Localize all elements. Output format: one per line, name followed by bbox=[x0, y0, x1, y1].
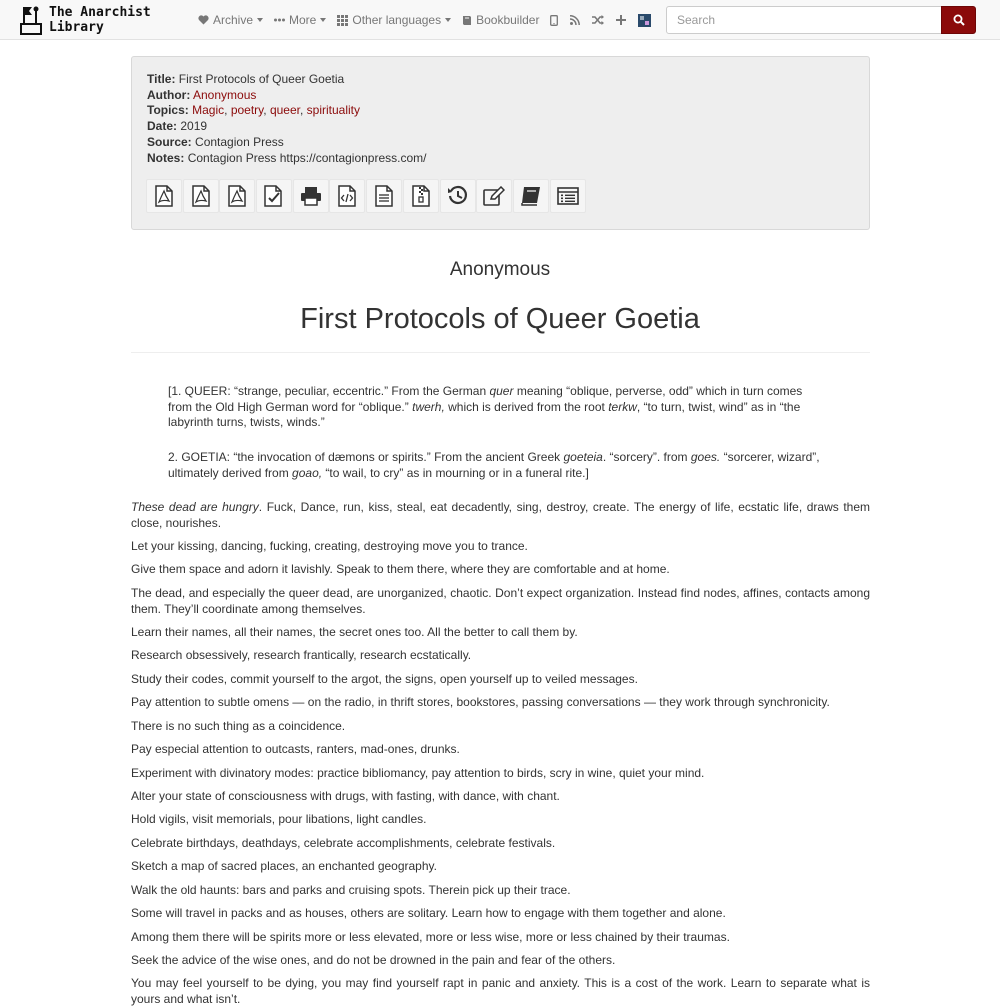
nav-bookbuilder[interactable] bbox=[462, 13, 539, 27]
text-metadata-panel bbox=[131, 56, 870, 230]
edit-button[interactable] bbox=[476, 179, 512, 213]
download-epub-button[interactable] bbox=[329, 179, 365, 213]
nav-add[interactable] bbox=[616, 15, 626, 25]
download-pdf-button[interactable] bbox=[146, 179, 182, 213]
chevron-down-icon bbox=[445, 18, 451, 22]
meta-source bbox=[147, 135, 854, 151]
heart-icon bbox=[198, 15, 209, 25]
table-of-contents-button[interactable] bbox=[550, 179, 586, 213]
zip-icon bbox=[412, 185, 430, 207]
nav-other-languages[interactable] bbox=[337, 13, 451, 27]
bookbuilder-icon bbox=[520, 186, 542, 206]
body-paragraph: The dead, and especially the queer dead, are unorganized, chaotic. Don’t expect organization. Instead find nodes, affines, contacts among them. They’ll coordinate among themselves. bbox=[131, 586, 870, 616]
body-paragraph: Learn their names, all their names, the secret ones too. All the better to call them by. bbox=[131, 625, 578, 639]
body-paragraph: Walk the old haunts: bars and parks and cruising spots. Therein pick up their trace. bbox=[131, 883, 571, 897]
download-pdf-imposed-button[interactable] bbox=[219, 179, 255, 213]
text-author-heading: Anonymous bbox=[449, 259, 551, 280]
body-paragraph: Among them there will be spirits more or less elevated, more or less wise, more or less chained by their traumas. bbox=[131, 930, 730, 944]
chevron-down-icon bbox=[320, 18, 326, 22]
download-booklet-button[interactable] bbox=[256, 179, 292, 213]
nav-more-label: More bbox=[289, 13, 317, 27]
logo-icon bbox=[18, 4, 44, 36]
nav-other-languages-label: Other languages bbox=[352, 13, 442, 27]
site-name-line1: The Anarchist bbox=[49, 5, 151, 20]
meta-notes-value: Contagion Press https://contagionpress.com/ bbox=[187, 150, 427, 165]
nav-bookbuilder-label: Bookbuilder bbox=[476, 13, 540, 27]
search-input[interactable] bbox=[666, 6, 942, 34]
meta-notes-label: Notes: bbox=[147, 150, 185, 165]
meta-notes bbox=[147, 151, 854, 167]
ellipsis-icon bbox=[274, 18, 285, 22]
meta-topics-label: Topics: bbox=[147, 103, 189, 118]
shuffle-icon bbox=[592, 15, 604, 25]
meta-title-label: Title: bbox=[147, 72, 176, 86]
body-paragraph: Study their codes, commit yourself to the argot, the signs, open yourself up to veiled messages. bbox=[131, 672, 638, 686]
meta-date bbox=[147, 119, 854, 135]
body-paragraph: Pay attention to subtle omens — on the radio, in thrift stores, bookstores, passing conversations — they work through synchronicity. bbox=[131, 695, 830, 709]
site-name bbox=[49, 5, 151, 35]
nav-extra[interactable] bbox=[638, 14, 651, 27]
print-button[interactable] bbox=[293, 179, 329, 213]
history-button[interactable] bbox=[440, 179, 476, 213]
body-paragraph: There is no such thing as a coincidence. bbox=[131, 719, 346, 733]
meta-topics: Topics: Magic, poetry, queer, spirituality bbox=[147, 103, 361, 118]
navbar bbox=[0, 0, 1000, 40]
body-paragraph: Some will travel in packs and as houses, others are solitary. Learn how to engage with them together and alone. bbox=[131, 906, 726, 920]
chevron-down-icon bbox=[257, 18, 263, 22]
nav-more[interactable] bbox=[274, 13, 326, 27]
meta-date-value: 2019 bbox=[180, 119, 208, 134]
nav-archive-label: Archive bbox=[213, 13, 254, 27]
meta-title bbox=[147, 72, 854, 88]
rss-icon bbox=[570, 15, 580, 25]
meta-author bbox=[147, 88, 854, 104]
book-icon bbox=[462, 15, 472, 26]
epigraph-queer: [1. QUEER: “strange, peculiar, eccentric.” From the German quer meaning “oblique, perverse, odd” which in turn comes from the Old High German word for “oblique.” twerh, which is derived from the root terkw, “to turn, twist, wind” as in “the labyrinth turns, twists, winds.” bbox=[168, 384, 803, 430]
tablet-icon bbox=[550, 15, 558, 26]
divider bbox=[131, 352, 870, 353]
text-title-heading: First Protocols of Queer Goetia bbox=[300, 303, 700, 335]
body-paragraph: Let your kissing, dancing, fucking, creating, destroying move you to trance. bbox=[131, 539, 528, 553]
nav-random[interactable] bbox=[592, 15, 604, 25]
image-icon bbox=[638, 14, 651, 27]
add-to-bookbuilder-button[interactable] bbox=[513, 179, 549, 213]
download-toolbar bbox=[146, 179, 586, 213]
meta-source-value: Contagion Press bbox=[195, 134, 284, 149]
list-icon bbox=[557, 187, 579, 205]
topic-link-magic[interactable]: Magic bbox=[192, 103, 225, 118]
meta-date-label: Date: bbox=[147, 119, 178, 134]
body-paragraph: Experiment with divinatory modes: practice bibliomancy, pay attention to birds, scry in wine, quiet your mind. bbox=[131, 766, 705, 780]
pdf-a4-icon bbox=[192, 185, 210, 207]
topic-link-queer[interactable]: queer bbox=[269, 103, 300, 118]
topic-link-poetry[interactable]: poetry bbox=[230, 103, 264, 118]
pdf-imposed-icon bbox=[228, 185, 246, 207]
print-icon bbox=[300, 186, 322, 206]
search-button[interactable] bbox=[941, 6, 976, 34]
body-paragraph: Sketch a map of sacred places, an enchanted geography. bbox=[131, 859, 437, 873]
plus-icon bbox=[616, 15, 626, 25]
download-zip-button[interactable] bbox=[403, 179, 439, 213]
body-paragraph: These dead are hungry. Fuck, Dance, run, kiss, steal, eat decadently, sing, destroy, create. The energy of life, ecstatic life, draws them close, nourishes. bbox=[131, 500, 870, 530]
epigraph-goetia: 2. GOETIA: “the invocation of dæmons or spirits.” From the ancient Greek goeteia. “sorcery”. from goes. “sorcerer, wizard”, ultimately derived from goao, “to wail, to cry” as in mourning or in a funeral rite.] bbox=[168, 450, 820, 480]
history-icon bbox=[447, 185, 469, 207]
pdf-booklet-icon bbox=[264, 185, 284, 207]
author-link[interactable]: Anonymous bbox=[193, 87, 257, 102]
search-icon bbox=[953, 14, 965, 26]
body-paragraph: Celebrate birthdays, deathdays, celebrate accomplishments, celebrate festivals. bbox=[131, 836, 556, 850]
text-icon bbox=[375, 185, 393, 207]
body-paragraph: Pay especial attention to outcasts, ranters, mad-ones, drunks. bbox=[131, 742, 460, 756]
body-paragraph: Research obsessively, research frantically, research ecstatically. bbox=[131, 648, 472, 662]
body-paragraph: Give them space and adorn it lavishly. Speak to them there, where they are comfortable and at home. bbox=[131, 562, 670, 576]
site-name-line2: Library bbox=[49, 20, 104, 35]
meta-title-value: First Protocols of Queer Goetia bbox=[178, 72, 345, 86]
download-text-button[interactable] bbox=[366, 179, 402, 213]
nav-mobile[interactable] bbox=[550, 15, 558, 26]
nav-archive[interactable] bbox=[198, 13, 263, 27]
meta-author-label: Author: bbox=[147, 87, 191, 102]
site-logo[interactable] bbox=[18, 3, 151, 37]
edit-icon bbox=[483, 186, 505, 206]
body-paragraph: You may feel yourself to be dying, you may find yourself rapt in panic and anxiety. This is a cost of the work. Learn to separate what is yours and what isn’t. bbox=[131, 976, 870, 1006]
main-nav bbox=[198, 0, 663, 40]
body-paragraph: Hold vigils, visit memorials, pour libations, light candles. bbox=[131, 812, 427, 826]
download-pdf-a4-button[interactable] bbox=[183, 179, 219, 213]
body-paragraph: Alter your state of consciousness with drugs, with fasting, with dance, with chant. bbox=[131, 789, 560, 803]
topic-link-spirituality[interactable]: spirituality bbox=[306, 103, 361, 118]
meta-source-label: Source: bbox=[147, 134, 192, 149]
pdf-icon bbox=[155, 185, 173, 207]
nav-rss[interactable] bbox=[570, 15, 580, 25]
grid-icon bbox=[337, 15, 348, 26]
epub-icon bbox=[338, 185, 356, 207]
body-paragraph: Seek the advice of the wise ones, and do not be drowned in the pain and fear of the others. bbox=[131, 953, 616, 967]
